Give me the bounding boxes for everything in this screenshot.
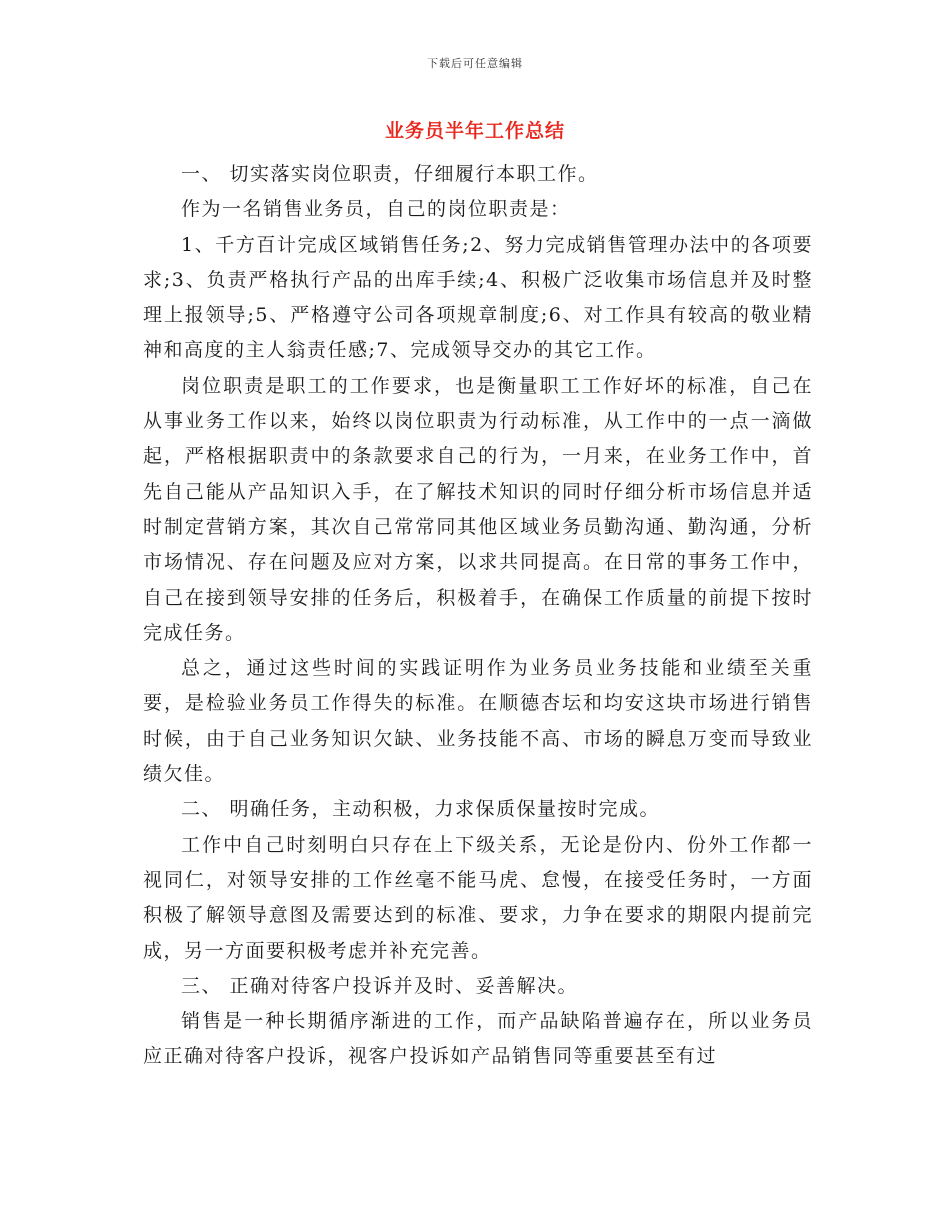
paragraph: 1、千方百计完成区域销售任务;2、努力完成销售管理办法中的各项要求;3、负责严格执行产品的出库手续;4、积极广泛收集市场信息并及时整理上报领导;5、严格遵守公司各项规章制度;6、对工作具有较高的敬业精神和高度的主人翁责任感;7、完成领导交办的其它工作。 — [143, 233, 813, 362]
paragraph: 销售是一种长期循序渐进的工作，而产品缺陷普遍存在，所以业务员应正确对待客户投诉，视客户投诉如产品销售同等重要甚至有过 — [143, 1010, 813, 1068]
document-body — [143, 157, 813, 1075]
header-note: 下载后可任意编辑 — [427, 57, 523, 70]
paragraph: 作为一名销售业务员，自己的岗位职责是： — [181, 198, 571, 221]
section-heading-3: 三、 正确对待客户投诉并及时、妥善解决。 — [181, 974, 579, 997]
paragraph: 工作中自己时刻明白只存在上下级关系，无论是份内、份外工作都一视同仁，对领导安排的工作丝毫不能马虎、怠慢，在接受任务时，一方面积极了解领导意图及需要达到的标准、要求，力争在要求的期限内提前完成，另一方面要积极考虑并补充完善。 — [143, 833, 813, 962]
document-title: 业务员半年工作总结 — [384, 120, 565, 142]
section-heading-1: 一、 切实落实岗位职责，仔细履行本职工作。 — [181, 163, 599, 185]
paragraph: 总之，通过这些时间的实践证明作为业务员业务技能和业绩至关重要，是检验业务员工作得失的标准。在顺德杏坛和均安这块市场进行销售时候，由于自己业务知识欠缺、业务技能不高、市场的瞬息万变而导致业绩欠佳。 — [143, 657, 813, 786]
section-heading-2: 二、 明确任务，主动积极，力求保质保量按时完成。 — [181, 798, 661, 821]
paragraph: 岗位职责是职工的工作要求，也是衡量职工工作好坏的标准，自己在从事业务工作以来，始终以岗位职责为行动标准，从工作中的一点一滴做起，严格根据职责中的条款要求自己的行为，一月来，在业务工作中，首先自己能从产品知识入手，在了解技术知识的同时仔细分析市场信息并适时制定营销方案，其次自己常常同其他区域业务员勤沟通、勤沟通，分析市场情况、存在问题及应对方案，以求共同提高。在日常的事务工作中，自己在接到领导安排的任务后，积极着手，在确保工作质量的前提下按时完成任务。 — [143, 374, 813, 644]
